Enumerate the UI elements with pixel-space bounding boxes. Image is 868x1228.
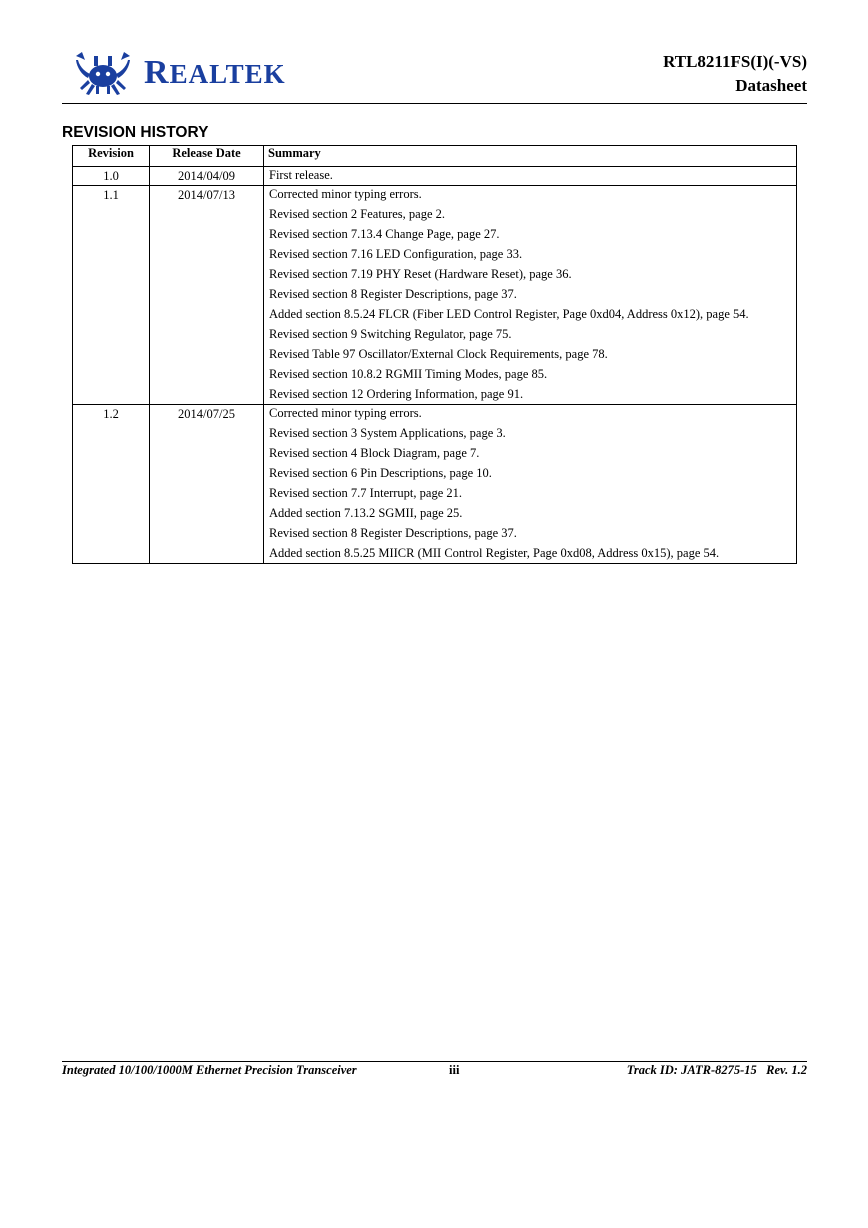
table-row [73,405,797,564]
revision-cell: 1.2 [73,405,150,564]
revision-history-table [72,145,797,564]
table-header-row [73,146,797,167]
realtek-logo [72,48,312,98]
summary-line: Revised section 7.13.4 Change Page, page 27. [269,227,500,241]
revision-cell: 1.1 [73,186,150,405]
footer-track-id: Track ID: JATR-8275-15 Rev. 1.2 [626,1063,807,1077]
release-date-cell: 2014/04/09 [150,167,264,186]
summary-cell [264,167,797,186]
page-number: iii [449,1063,460,1077]
footer-product-description: Integrated 10/100/1000M Ethernet Precision Transceiver [62,1063,357,1077]
summary-cell [264,186,797,405]
document-type: Datasheet [735,76,807,95]
product-name: RTL8211FS(I)(-VS) [663,52,807,71]
summary-line: Revised section 8 Register Descriptions, page 37. [269,287,517,301]
column-header-summary: Summary [264,146,797,167]
section-heading: REVISION HISTORY [62,124,209,141]
summary-line: Added section 8.5.25 MIICR (MII Control Register, Page 0xd08, Address 0x15), page 54. [269,546,720,560]
header-divider [62,103,807,104]
realtek-crab-icon [72,50,134,98]
summary-line: Revised section 6 Pin Descriptions, page 10. [269,466,492,480]
summary-line: Corrected minor typing errors. [269,406,422,420]
release-date-cell: 2014/07/13 [150,186,264,405]
column-header-release-date: Release Date [150,146,264,167]
summary-cell [264,405,797,564]
summary-line: Revised section 8 Register Descriptions, page 37. [269,526,517,540]
summary-line: Revised section 3 System Applications, page 3. [269,426,506,440]
summary-line: Revised Table 97 Oscillator/External Clock Requirements, page 78. [269,347,608,361]
document-title [663,50,807,98]
table-row [73,186,797,405]
revision-cell: 1.0 [73,167,150,186]
summary-line: Added section 8.5.24 FLCR (Fiber LED Control Register, Page 0xd04, Address 0x12), page 54. [269,307,749,321]
summary-line: Revised section 2 Features, page 2. [269,207,445,221]
summary-line: Revised section 9 Switching Regulator, page 75. [269,327,512,341]
summary-line: Revised section 7.19 PHY Reset (Hardware Reset), page 36. [269,267,572,281]
footer-divider [62,1061,807,1062]
summary-line: Added section 7.13.2 SGMII, page 25. [269,506,463,520]
summary-line: Revised section 4 Block Diagram, page 7. [269,446,480,460]
summary-line: Revised section 7.7 Interrupt, page 21. [269,486,463,500]
summary-line: Corrected minor typing errors. [269,187,422,201]
summary-line: Revised section 7.16 LED Configuration, page 33. [269,247,523,261]
logo-wordmark: REALTEK [144,54,286,91]
summary-line: First release. [269,168,333,182]
summary-line: Revised section 10.8.2 RGMII Timing Modes, page 85. [269,367,548,381]
page-header [62,44,807,102]
page-footer [62,1063,807,1081]
summary-line: Revised section 12 Ordering Information, page 91. [269,387,524,401]
table-row [73,167,797,186]
release-date-cell: 2014/07/25 [150,405,264,564]
column-header-revision: Revision [73,146,150,167]
